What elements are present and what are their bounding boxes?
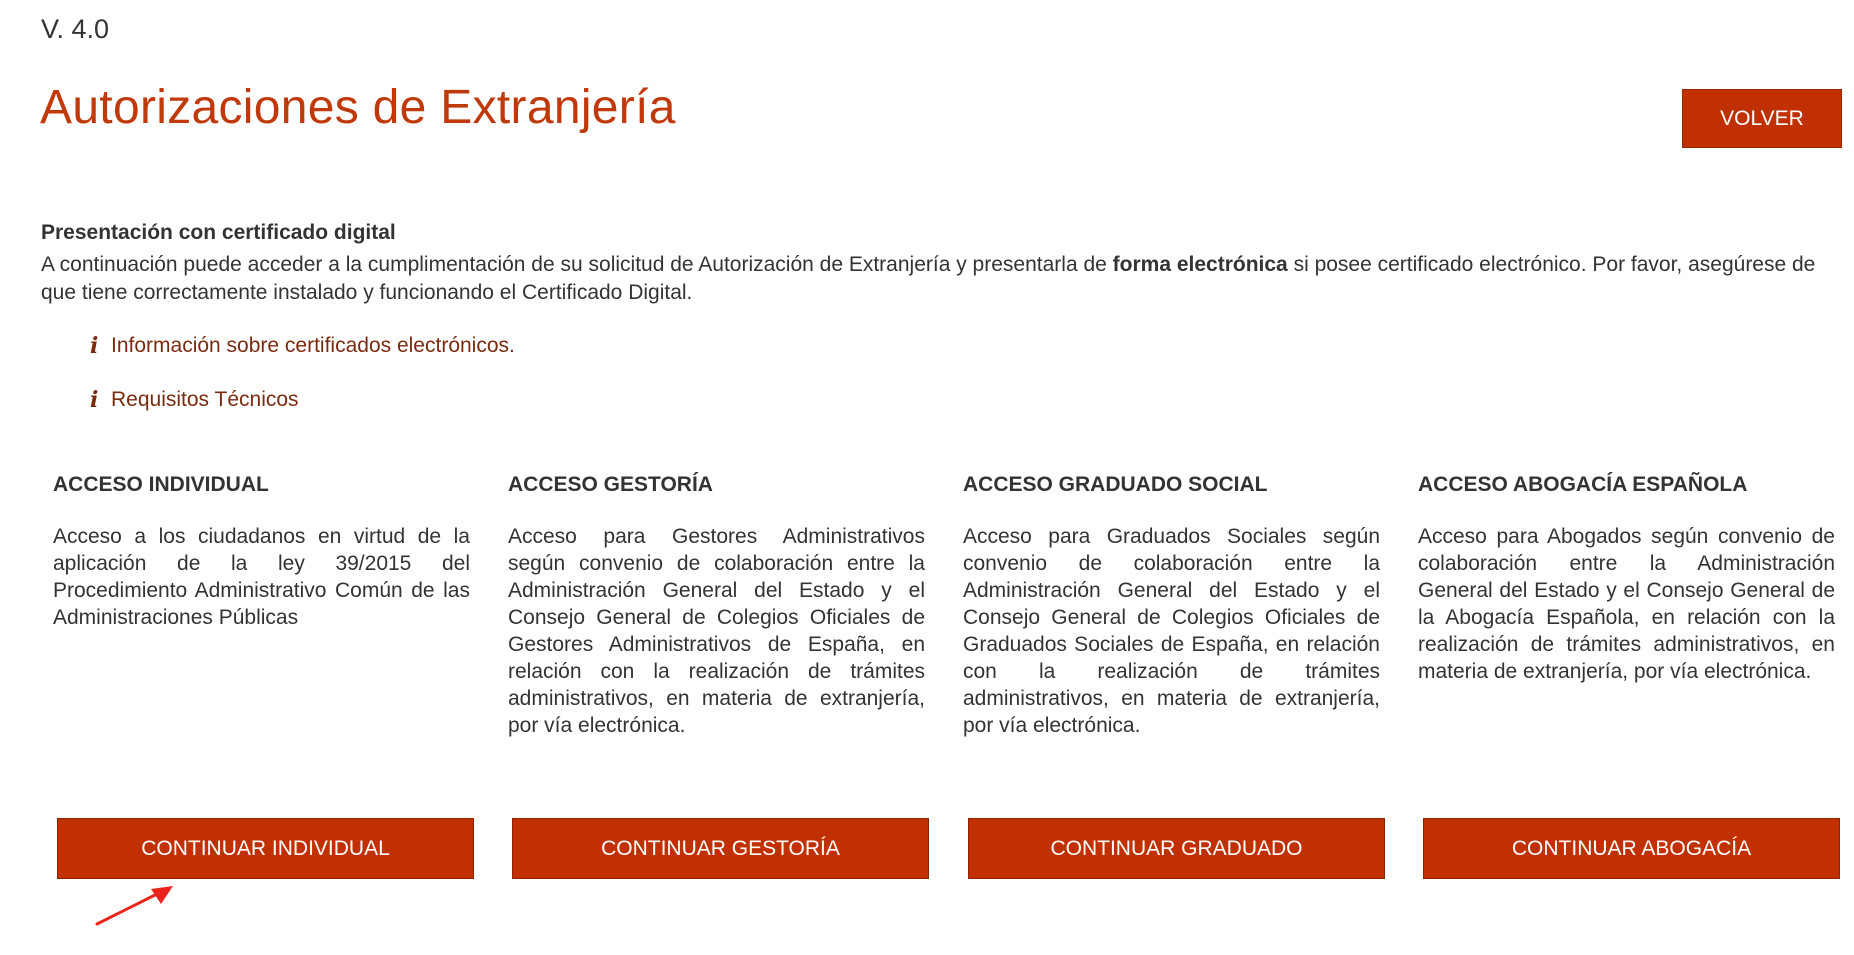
link-label: Información sobre certificados electrónicos. [111, 334, 515, 357]
option-description: Acceso para Abogados según convenio de colaboración entre la Administración General del Estado y el Consejo General de la Abogacía Española, en relación con la realización de trámites administrativos, en materia de extranjería, por vía electrónica. [1418, 525, 1835, 683]
continue-gestoria-button[interactable]: CONTINUAR GESTORÍA [512, 818, 929, 879]
continue-individual-button[interactable]: CONTINUAR INDIVIDUAL [57, 818, 474, 879]
link-certificate-info[interactable] [90, 333, 515, 359]
intro-text-bold: forma electrónica [1112, 253, 1288, 276]
option-title: ACCESO GESTORÍA [508, 473, 713, 496]
option-title: ACCESO ABOGACÍA ESPAÑOLA [1418, 473, 1748, 496]
link-label: Requisitos Técnicos [111, 388, 299, 411]
continue-abogacia-button[interactable]: CONTINUAR ABOGACÍA [1423, 818, 1840, 879]
info-icon: i [90, 387, 99, 413]
access-option-gestoria [508, 473, 925, 739]
link-technical-requirements[interactable] [90, 387, 299, 413]
red-arrow-icon [95, 884, 175, 926]
option-description: Acceso a los ciudadanos en virtud de la aplicación de la ley 39/2015 del Procedimiento Administrativo Común de las Administraciones Públicas [53, 525, 470, 629]
option-description: Acceso para Graduados Sociales según convenio de colaboración entre la Administración General del Estado y el Consejo General de Colegios Oficiales de Graduados Sociales de España, en relación con la realización de trámites administrativos, en materia de extranjería, por vía electrónica. [963, 525, 1380, 737]
version-label: V. 4.0 [41, 14, 110, 44]
option-title: ACCESO INDIVIDUAL [53, 473, 269, 496]
access-option-abogacia [1418, 473, 1835, 685]
access-option-individual [53, 473, 470, 631]
page-title: Autorizaciones de Extranjería [40, 81, 676, 134]
intro-text-start: A continuación puede acceder a la cumplimentación de su solicitud de Autorización de Extranjería y presentarla de [41, 253, 1113, 276]
option-description: Acceso para Gestores Administrativos según convenio de colaboración entre la Administración General del Estado y el Consejo General de Colegios Oficiales de Gestores Administrativos de España, en relación con la realización de trámites administrativos, en materia de extranjería, por vía electrónica. [508, 525, 925, 737]
section-heading: Presentación con certificado digital [41, 221, 396, 244]
continue-graduado-button[interactable]: CONTINUAR GRADUADO [968, 818, 1385, 879]
info-icon: i [90, 333, 99, 359]
intro-text-end: si posee certificado electrónico. Por favor, asegúrese de que tiene correctamente instalado y funcionando el Certificado Digital. [41, 253, 1816, 304]
intro-paragraph [41, 251, 1851, 307]
back-button[interactable]: VOLVER [1682, 89, 1842, 148]
option-title: ACCESO GRADUADO SOCIAL [963, 473, 1268, 496]
access-option-graduado-social [963, 473, 1380, 739]
